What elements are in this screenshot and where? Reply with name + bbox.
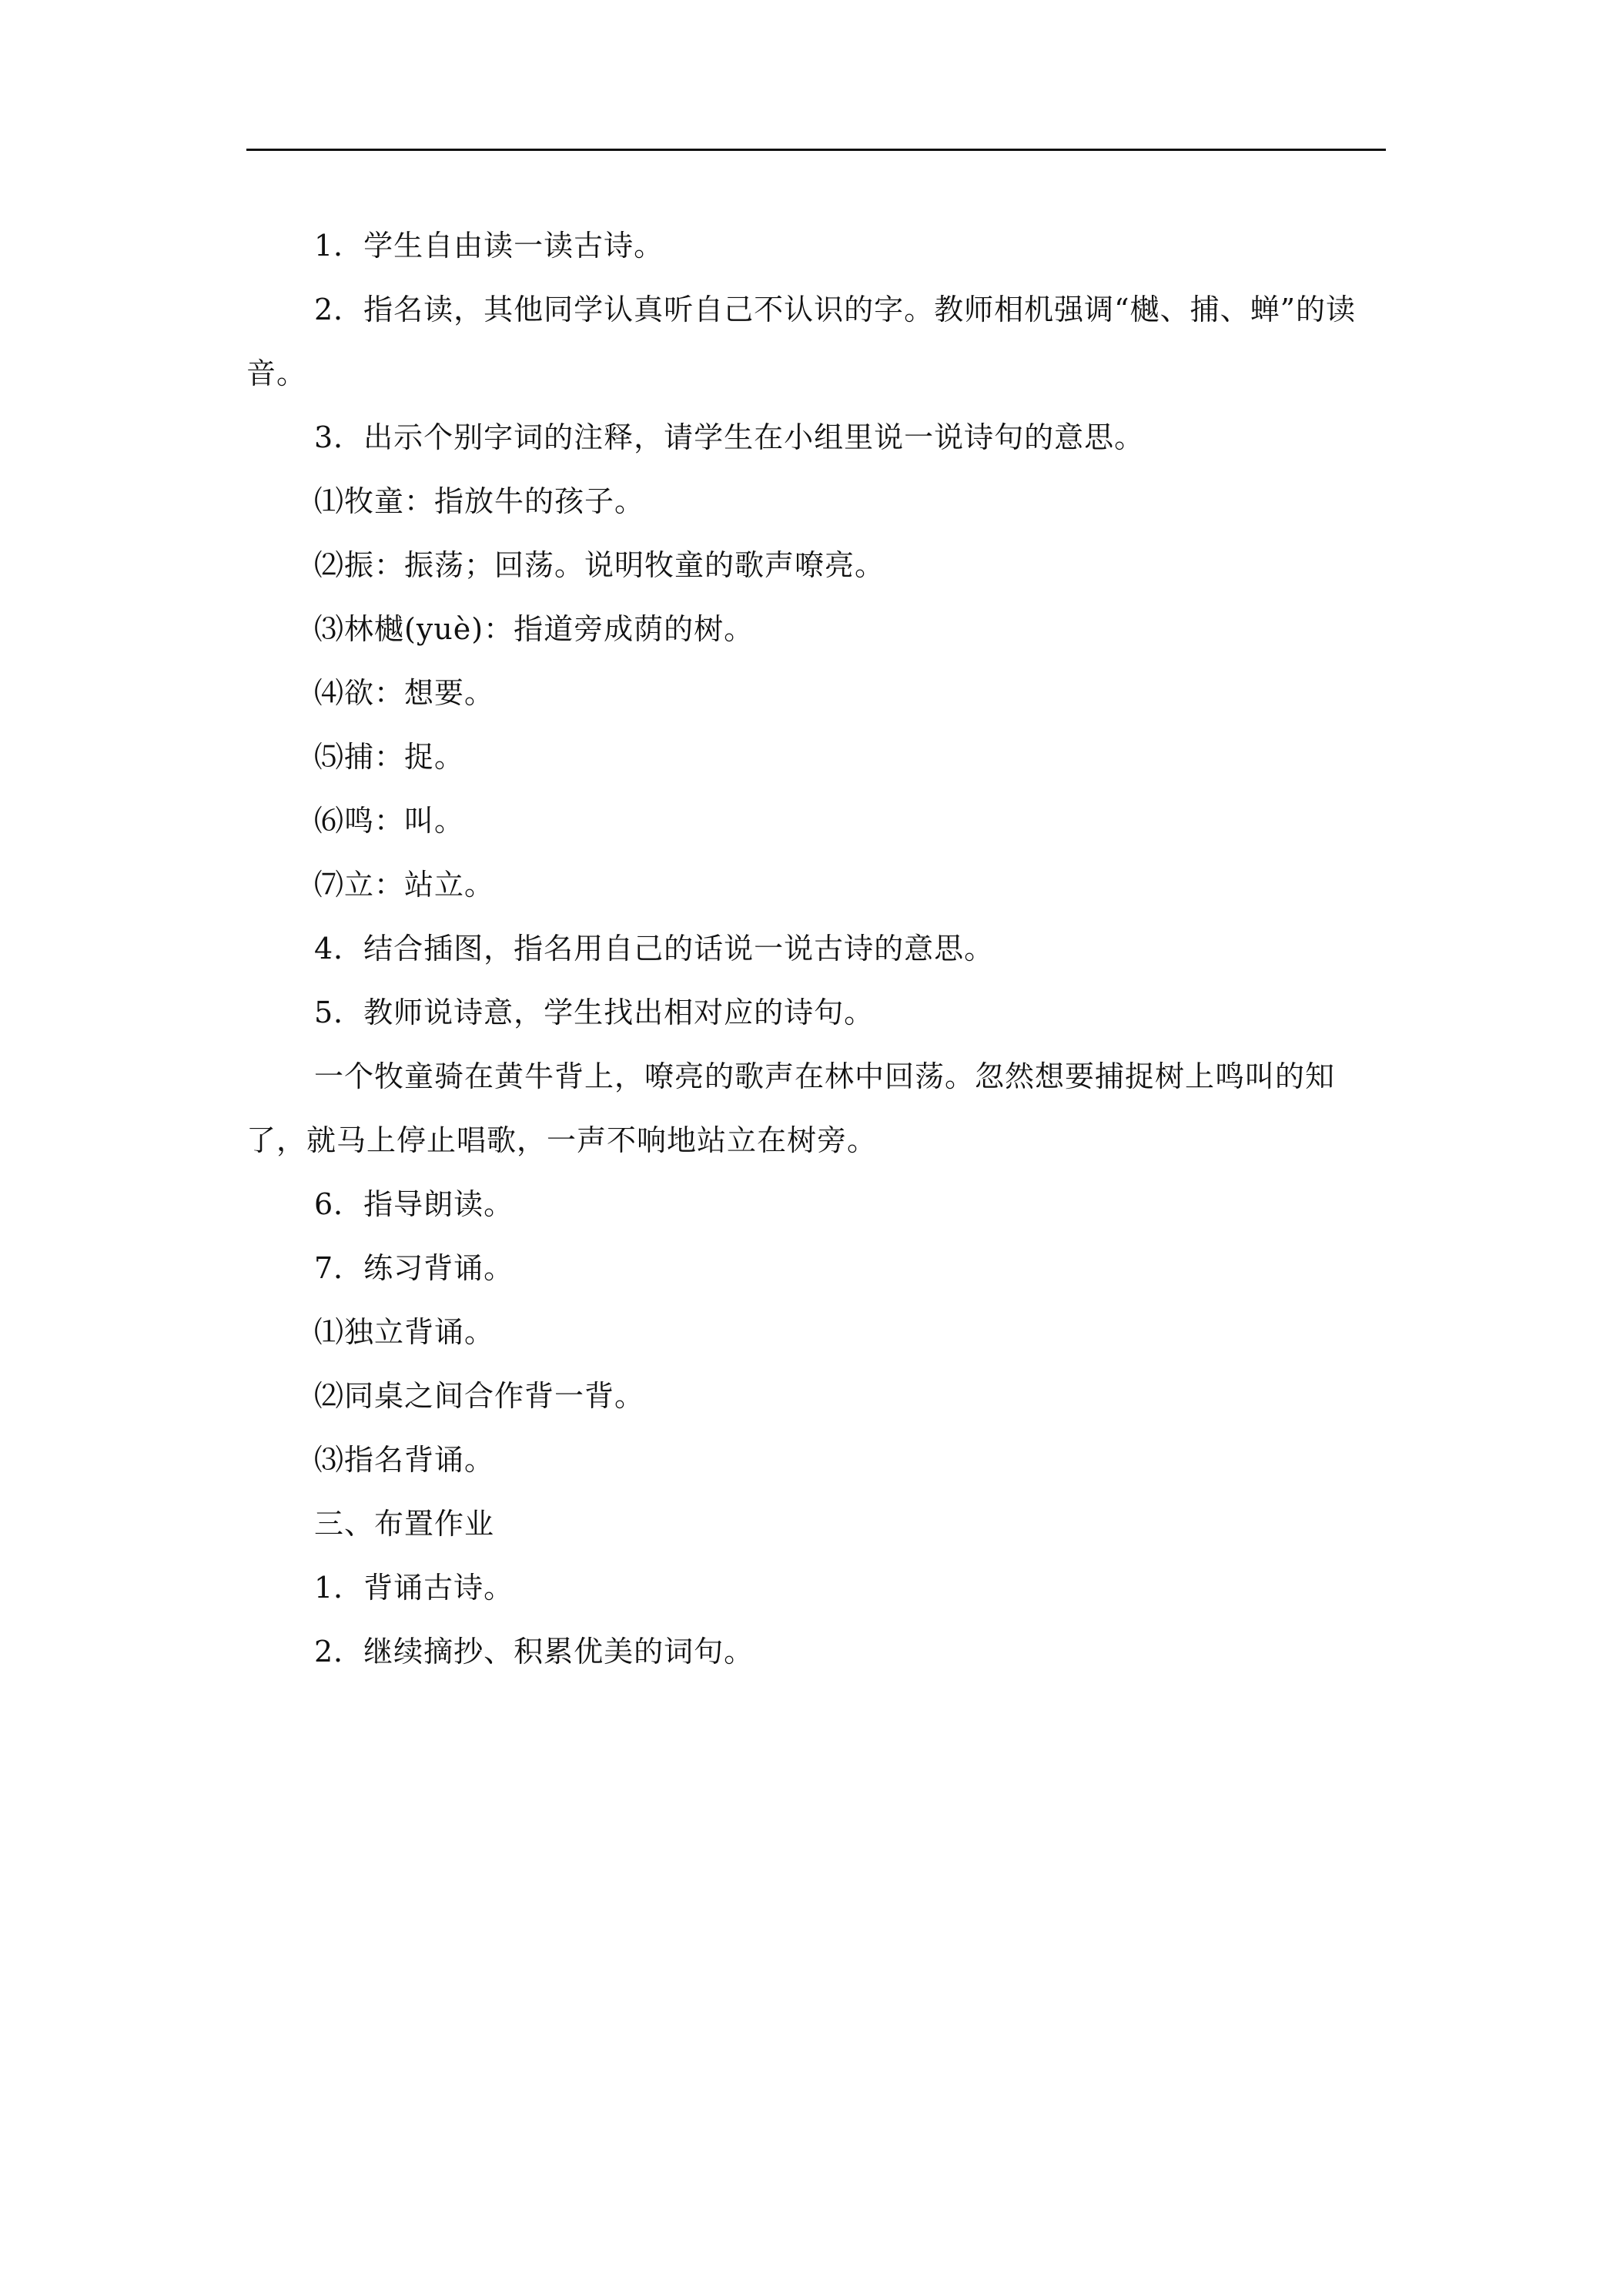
poem-meaning: 一个牧童骑在黄牛背上，嘹亮的歌声在林中回荡。忽然想要捕捉树上鸣叫的知了，就马上停止唱歌，一声不响地站立在树旁。 [246, 1059, 1336, 1157]
paragraph-step-3: 3．出示个别字词的注释，请学生在小组里说一说诗句的意思。 [314, 420, 1145, 454]
note-2: ⑵振：振荡；回荡。说明牧童的歌声嘹亮。 [314, 548, 885, 582]
section-heading-homework: 三、布置作业 [314, 1507, 495, 1541]
note-7: ⑺立：站立。 [314, 868, 495, 902]
document-body [246, 214, 1386, 1684]
paragraph-step-6: 6．指导朗读。 [314, 1187, 514, 1221]
recite-2: ⑵同桌之间合作背一背。 [314, 1379, 645, 1413]
note-4: ⑷欲：想要。 [314, 676, 495, 710]
paragraph-step-4: 4．结合插图，指名用自己的话说一说古诗的意思。 [314, 932, 995, 966]
note-1: ⑴牧童：指放牛的孩子。 [314, 484, 645, 518]
homework-1: 1．背诵古诗。 [314, 1571, 514, 1605]
paragraph-step-1: 1．学生自由读一读古诗。 [314, 229, 664, 263]
recite-3: ⑶指名背诵。 [314, 1443, 495, 1477]
homework-2: 2．继续摘抄、积累优美的词句。 [314, 1635, 755, 1668]
recite-1: ⑴独立背诵。 [314, 1315, 495, 1349]
note-6: ⑹鸣：叫。 [314, 804, 465, 838]
paragraph-step-7: 7．练习背诵。 [314, 1251, 514, 1285]
paragraph-step-2: 2．指名读，其他同学认真听自己不认识的字。教师相机强调“樾、捕、蝉”的读音。 [246, 293, 1357, 390]
paragraph-step-5: 5．教师说诗意，学生找出相对应的诗句。 [314, 996, 875, 1029]
note-3: ⑶林樾(yuè)：指道旁成荫的树。 [314, 612, 755, 646]
header-rule [246, 149, 1386, 151]
note-5: ⑸捕：捉。 [314, 740, 465, 774]
